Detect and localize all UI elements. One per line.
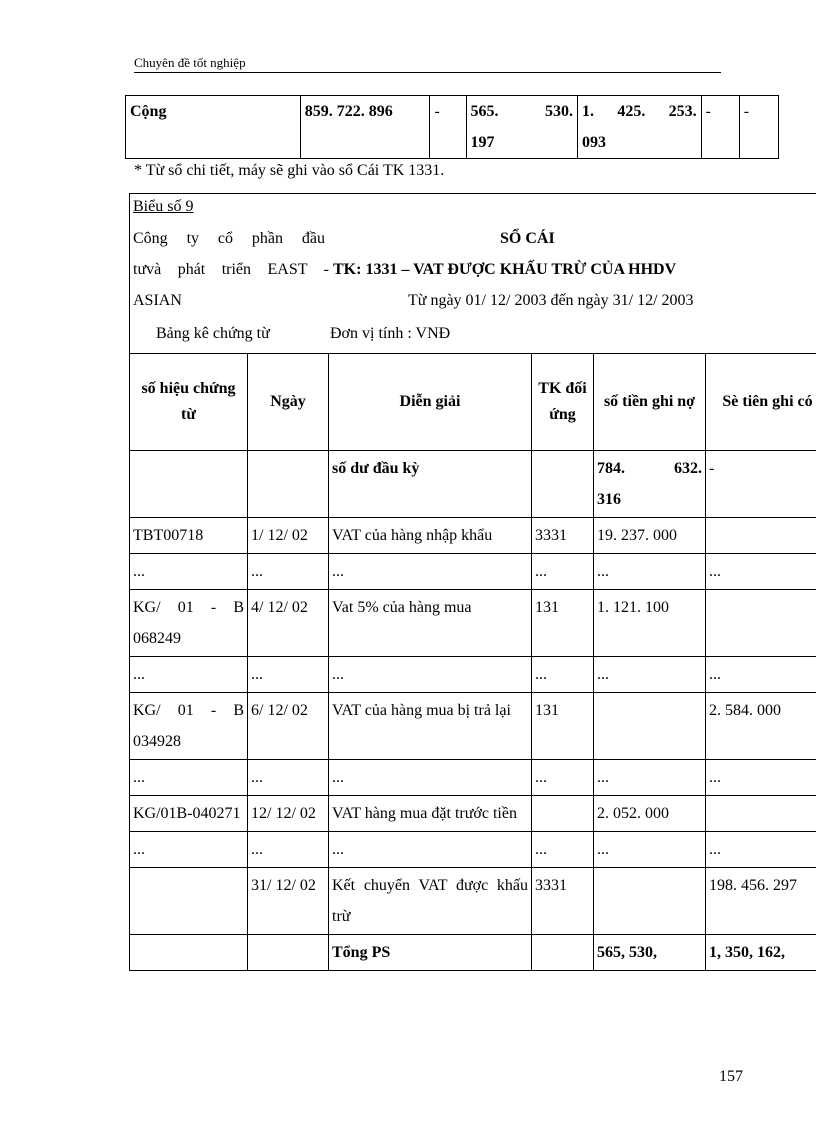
ledger-cell-debit: 2. 052. 000 xyxy=(594,796,706,832)
ledger-cell-voucher: ... xyxy=(130,832,248,868)
ledger-cell-debit: ... xyxy=(594,760,706,796)
summary-c5: - xyxy=(701,96,739,159)
page-number: 157 xyxy=(719,1068,743,1085)
summary-label: Cộng xyxy=(126,96,301,159)
ledger-row xyxy=(130,554,816,590)
ledger-row xyxy=(130,796,816,832)
ledger-cell-credit: ... xyxy=(706,760,816,796)
ledger-row xyxy=(130,760,816,796)
ledger-cell-acct: ... xyxy=(532,832,594,868)
summary-c3-b: 530. xyxy=(545,103,574,120)
header-rule xyxy=(134,72,721,73)
ledger-cell-date: 1/ 12/ 02 xyxy=(248,518,329,554)
ledger-cell-desc: ... xyxy=(329,657,532,693)
ledger-cell-debit: 19. 237. 000 xyxy=(594,518,706,554)
ledger-cell-desc: Kết chuyển VAT được khấu trừ xyxy=(329,868,532,935)
ledger-cell-desc: ... xyxy=(329,832,532,868)
ledger-cell-credit: ... xyxy=(706,832,816,868)
opening-credit: - xyxy=(706,451,816,518)
ledger-cell-acct: ... xyxy=(532,554,594,590)
ledger-cell-credit xyxy=(706,518,816,554)
ledger-cell-voucher: ... xyxy=(130,554,248,590)
ledger-cell-voucher: KG/ 01 - B 034928 xyxy=(130,693,248,760)
ledger-cell-voucher: KG/ 01 - B 068249 xyxy=(130,590,248,657)
ledger-cell-voucher: TBT00718 xyxy=(130,518,248,554)
opening-debit-b: 632. xyxy=(674,460,702,477)
summary-c3-a: 565. xyxy=(470,103,499,120)
ledger-cell-credit: ... xyxy=(706,554,816,590)
opening-acct xyxy=(532,451,594,518)
ledger-cell-acct: 131 xyxy=(532,693,594,760)
ledger-cell-acct: ... xyxy=(532,760,594,796)
ledger-cell-date: ... xyxy=(248,832,329,868)
ledger-cell-credit xyxy=(706,590,816,657)
summary-c2: - xyxy=(430,96,466,159)
opening-date xyxy=(248,451,329,518)
ledger-cell-voucher: KG/01B-040271 xyxy=(130,796,248,832)
summary-c4 xyxy=(578,96,702,159)
ledger-row xyxy=(130,868,816,935)
total-credit: 1, 350, 162, xyxy=(706,935,816,971)
total-date xyxy=(248,935,329,971)
col-credit: Sè tiên ghi có xyxy=(706,354,816,451)
summary-c3 xyxy=(466,96,578,159)
opening-row xyxy=(130,451,816,518)
ledger-cell-debit xyxy=(594,868,706,935)
total-debit: 565, 530, xyxy=(594,935,706,971)
ledger-cell-voucher xyxy=(130,868,248,935)
opening-debit xyxy=(594,451,706,518)
ledger-cell-acct xyxy=(532,796,594,832)
ledger-cell-debit: ... xyxy=(594,832,706,868)
total-desc: Tổng PS xyxy=(329,935,532,971)
ledger-row xyxy=(130,518,816,554)
ledger-row xyxy=(130,693,816,760)
ledger-title: SỔ CÁI xyxy=(500,230,555,247)
ledger-cell-acct: ... xyxy=(532,657,594,693)
total-row xyxy=(130,935,816,971)
ledger-cell-date: ... xyxy=(248,760,329,796)
ledger-cell-acct: 131 xyxy=(532,590,594,657)
summary-c3-c: 197 xyxy=(470,134,495,151)
unit-label: Đơn vị tính : VNĐ xyxy=(330,325,451,342)
total-voucher xyxy=(130,935,248,971)
ledger-cell-debit xyxy=(594,693,706,760)
ledger-cell-date: ... xyxy=(248,554,329,590)
opening-debit-a: 784. xyxy=(597,460,625,477)
col-desc: Diễn giải xyxy=(329,354,532,451)
col-date: Ngày xyxy=(248,354,329,451)
ledger-cell-date: 12/ 12/ 02 xyxy=(248,796,329,832)
ledger-cell-date: 4/ 12/ 02 xyxy=(248,590,329,657)
ledger-row xyxy=(130,832,816,868)
note-text: * Từ sổ chi tiết, máy sẽ ghi vào sổ Cái TK 1331. xyxy=(134,162,445,179)
ledger-cell-debit: ... xyxy=(594,657,706,693)
summary-c1: 859. 722. 896 xyxy=(300,96,430,159)
col-debit: số tiền ghi nợ xyxy=(594,354,706,451)
ledger-cell-credit: ... xyxy=(706,657,816,693)
ledger-cell-desc: ... xyxy=(329,554,532,590)
ledger-cell-desc: Vat 5% của hàng mua xyxy=(329,590,532,657)
ledger-cell-desc: ... xyxy=(329,760,532,796)
voucher-list-label: Bảng kê chứng từ xyxy=(156,325,270,342)
summary-c6: - xyxy=(739,96,778,159)
company-line-2: tưvà phát triển EAST - xyxy=(133,261,329,278)
company-line-3: ASIAN xyxy=(133,292,182,309)
ledger-cell-debit: ... xyxy=(594,554,706,590)
form-number: Biểu số 9 xyxy=(133,198,194,215)
opening-voucher xyxy=(130,451,248,518)
col-voucher: số hiệu chứng từ xyxy=(130,354,248,451)
period-text: Từ ngày 01/ 12/ 2003 đến ngày 31/ 12/ 2003 xyxy=(408,292,694,309)
ledger-table xyxy=(129,353,816,971)
summary-c4-b: 425. xyxy=(617,103,646,120)
ledger-cell-credit xyxy=(706,796,816,832)
ledger-cell-date: 31/ 12/ 02 xyxy=(248,868,329,935)
opening-debit-c: 316 xyxy=(597,491,621,508)
col-acct: TK đối ứng xyxy=(532,354,594,451)
ledger-row xyxy=(130,590,816,657)
ledger-cell-date: 6/ 12/ 02 xyxy=(248,693,329,760)
ledger-cell-desc: VAT của hàng nhập khẩu xyxy=(329,518,532,554)
ledger-cell-voucher: ... xyxy=(130,657,248,693)
summary-c4-c: 253. xyxy=(668,103,697,120)
ledger-cell-credit: 198. 456. 297 xyxy=(706,868,816,935)
ledger-cell-date: ... xyxy=(248,657,329,693)
ledger-header-box xyxy=(129,193,816,354)
ledger-cell-desc: VAT hàng mua đặt trước tiền xyxy=(329,796,532,832)
ledger-row xyxy=(130,657,816,693)
summary-c4-d: 093 xyxy=(582,134,607,151)
ledger-cell-credit: 2. 584. 000 xyxy=(706,693,816,760)
company-line-1: Công ty cổ phần đầu xyxy=(133,230,325,247)
ledger-cell-voucher: ... xyxy=(130,760,248,796)
summary-c4-a: 1. xyxy=(582,103,595,120)
opening-desc: số dư đầu kỳ xyxy=(329,451,532,518)
page-header-title: Chuyên đề tốt nghiệp xyxy=(134,55,246,70)
ledger-cell-acct: 3331 xyxy=(532,518,594,554)
total-acct xyxy=(532,935,594,971)
ledger-cell-acct: 3331 xyxy=(532,868,594,935)
ledger-cell-desc: VAT của hàng mua bị trả lại xyxy=(329,693,532,760)
ledger-cell-debit: 1. 121. 100 xyxy=(594,590,706,657)
summary-table xyxy=(125,95,779,159)
account-title: TK: 1331 – VAT ĐƯỢC KHẤU TRỪ CỦA HHDV xyxy=(333,261,677,278)
